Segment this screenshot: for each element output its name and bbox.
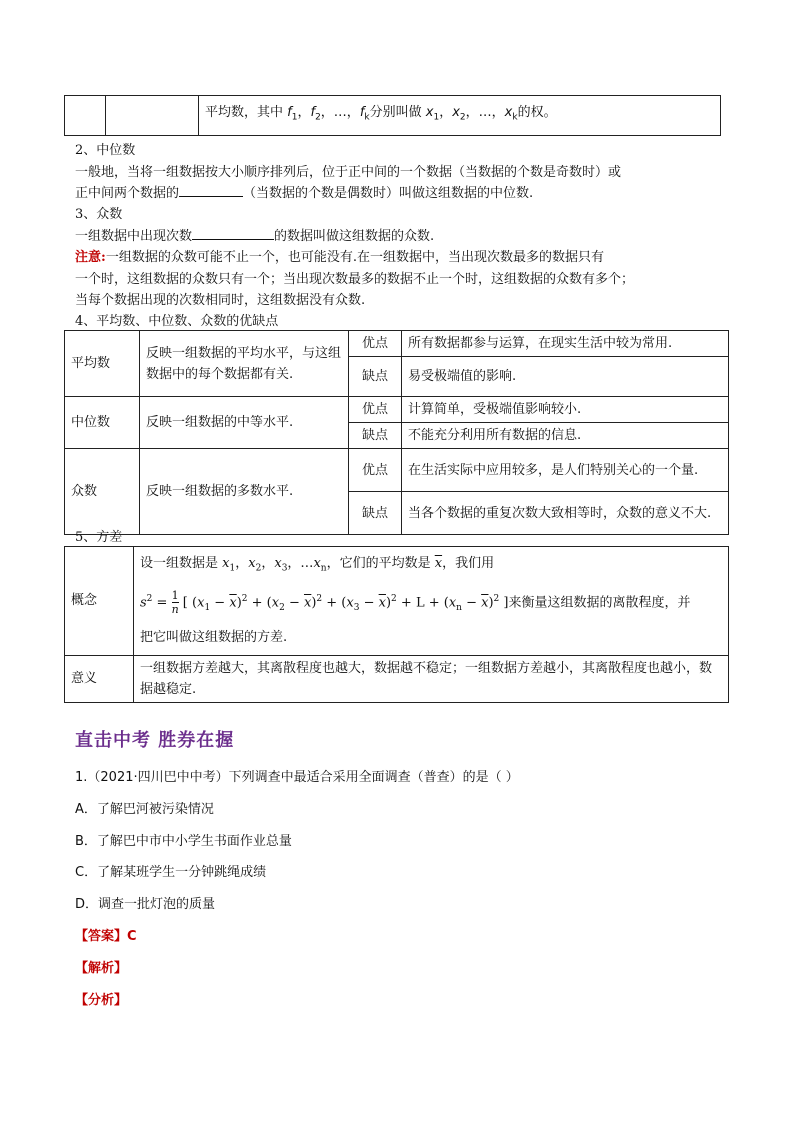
variance-table bbox=[64, 546, 729, 703]
con-label: 缺点 bbox=[349, 357, 402, 397]
answer-line: 【答案】C bbox=[75, 929, 137, 944]
mode-note-line2: 一个时，这组数据的众数只有一个；当出现次数最多的数据不止一个时，这组数据的众数有多个； bbox=[75, 271, 635, 287]
fenxi-label: 【分析】 bbox=[75, 993, 128, 1008]
question-stem: 1.（2021·四川巴中中考）下列调查中最适合采用全面调查（普查）的是（ ） bbox=[75, 770, 519, 785]
option-d: D．调查一批灯泡的质量 bbox=[75, 897, 216, 912]
pro-label: 优点 bbox=[349, 449, 402, 492]
mode-note: 注意:一组数据的众数可能不止一个，也可能没有.在一组数据中，当出现次数最多的数据只有 bbox=[75, 250, 604, 265]
row-name-mean: 平均数 bbox=[65, 331, 140, 397]
option-b: B．了解巴中市中小学生书面作业总量 bbox=[75, 834, 292, 849]
con-label: 缺点 bbox=[349, 423, 402, 449]
median-line2: 正中间两个数据的 （当数据的个数是偶数时）叫做这组数据的中位数. bbox=[75, 186, 534, 201]
median-section bbox=[75, 140, 730, 205]
table-cell-empty bbox=[65, 96, 106, 136]
pro-label: 优点 bbox=[349, 397, 402, 423]
row-desc-mean: 反映一组数据的平均水平，与这组数据中的每个数据都有关. bbox=[140, 331, 349, 397]
con-text: 不能充分利用所有数据的信息. bbox=[402, 423, 729, 449]
con-text: 易受极端值的影响. bbox=[402, 357, 729, 397]
variance-heading: 5、方差 bbox=[75, 530, 123, 545]
pro-text: 在生活实际中应用较多，是人们特别关心的一个量. bbox=[402, 449, 729, 492]
con-text: 当各个数据的重复次数大致相等时，众数的意义不大. bbox=[402, 492, 729, 535]
row-name-mode: 众数 bbox=[65, 449, 140, 535]
option-c: C．了解某班学生一分钟跳绳成绩 bbox=[75, 865, 267, 880]
weighted-mean-text: 平均数，其中 $f_1$，$f_2$，…，$f_k$分别叫做 $x_1$，$x_2$，…，$x_k$的权。 bbox=[199, 96, 721, 136]
median-line1: 一般地，当将一组数据按大小顺序排列后，位于正中间的一个数据（当数据的个数是奇数时）或 bbox=[75, 164, 622, 180]
pro-label: 优点 bbox=[349, 331, 402, 357]
pro-text: 所有数据都参与运算，在现实生活中较为常用. bbox=[402, 331, 729, 357]
concept-text: 设一组数据是 $x_1$，$x_2$，$x_3$，$\dots x_n$，它们的平均数是 $\overline{x}$，我们用 $s^2$ = $\frac{1}{n}$ [ $(x_1 - \overline{x})^2 + (x_2 - \overline{x})^2 + (x_3 - \overline{x})^2 + L + (x_n - \overline{x})^2$ ]来衡量这组数据的离散程度，并 把它叫做这组数据的方差. bbox=[134, 547, 729, 656]
weighted-mean-table bbox=[64, 95, 721, 136]
mode-heading: 3、众数 bbox=[75, 207, 123, 222]
row-desc-median: 反映一组数据的中等水平. bbox=[140, 397, 349, 449]
pro-text: 计算简单，受极端值影响较小. bbox=[402, 397, 729, 423]
option-a: A．了解巴河被污染情况 bbox=[75, 802, 214, 817]
mode-definition: 一组数据中出现次数 的数据叫做这组数据的众数. bbox=[75, 228, 435, 244]
analysis-label: 【解析】 bbox=[75, 961, 128, 976]
table-cell-empty bbox=[106, 96, 199, 136]
meaning-text: 一组数据方差越大，其离散程度也越大，数据越不稳定；一组数据方差越小，其离散程度也越小，数据越稳定. bbox=[134, 655, 729, 702]
row-name-median: 中位数 bbox=[65, 397, 140, 449]
comparison-heading: 4、平均数、中位数、众数的优缺点 bbox=[75, 314, 279, 329]
row-desc-mode: 反映一组数据的多数水平. bbox=[140, 449, 349, 535]
median-heading: 2、中位数 bbox=[75, 143, 136, 158]
exam-section-title: 直击中考 胜券在握 bbox=[75, 730, 235, 751]
mode-note-line3: 当每个数据出现的次数相同时，这组数据没有众数. bbox=[75, 293, 366, 308]
con-label: 缺点 bbox=[349, 492, 402, 535]
comparison-table bbox=[64, 330, 729, 535]
meaning-label: 意义 bbox=[65, 655, 134, 702]
concept-label: 概念 bbox=[65, 547, 134, 656]
mode-section bbox=[75, 204, 730, 312]
